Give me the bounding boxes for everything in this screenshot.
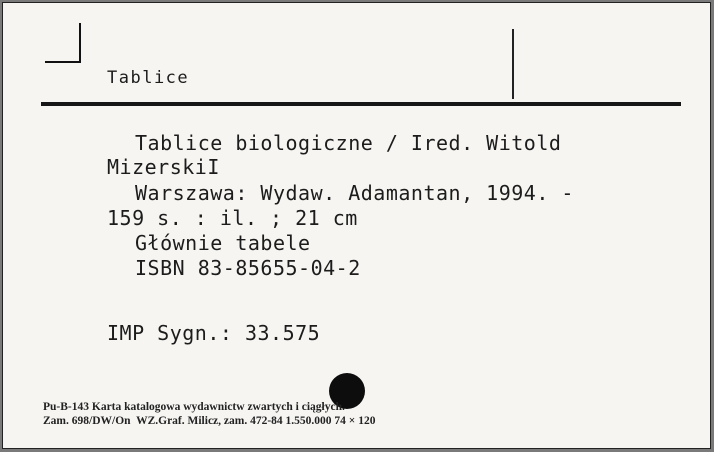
author-line: MizerskiI — [107, 155, 220, 179]
note-line: Głównie tabele — [135, 231, 311, 255]
corner-mark-vertical — [79, 23, 81, 63]
physical-description-line: 159 s. : il. ; 21 cm — [107, 206, 358, 230]
title-line: Tablice biologiczne / Ired. Witold — [135, 131, 562, 155]
isbn-line: ISBN 83-85655-04-2 — [135, 256, 361, 280]
footer-line-2: Zam. 698/DW/On WZ.Graf. Milicz, zam. 472-84 1.550.000 74 × 120 — [43, 415, 376, 427]
heading-divider — [512, 29, 514, 99]
signature-line: IMP Sygn.: 33.575 — [107, 321, 321, 345]
catalog-card — [2, 2, 711, 449]
heading-rule — [41, 102, 681, 106]
corner-mark-horizontal — [45, 61, 81, 63]
publisher-line: Warszawa: Wydaw. Adamantan, 1994. - — [135, 181, 574, 205]
footer-line-1: Pu-B-143 Karta katalogowa wydawnictw zwartych i ciągłych. — [43, 401, 345, 413]
card-heading: Tablice — [107, 68, 190, 88]
